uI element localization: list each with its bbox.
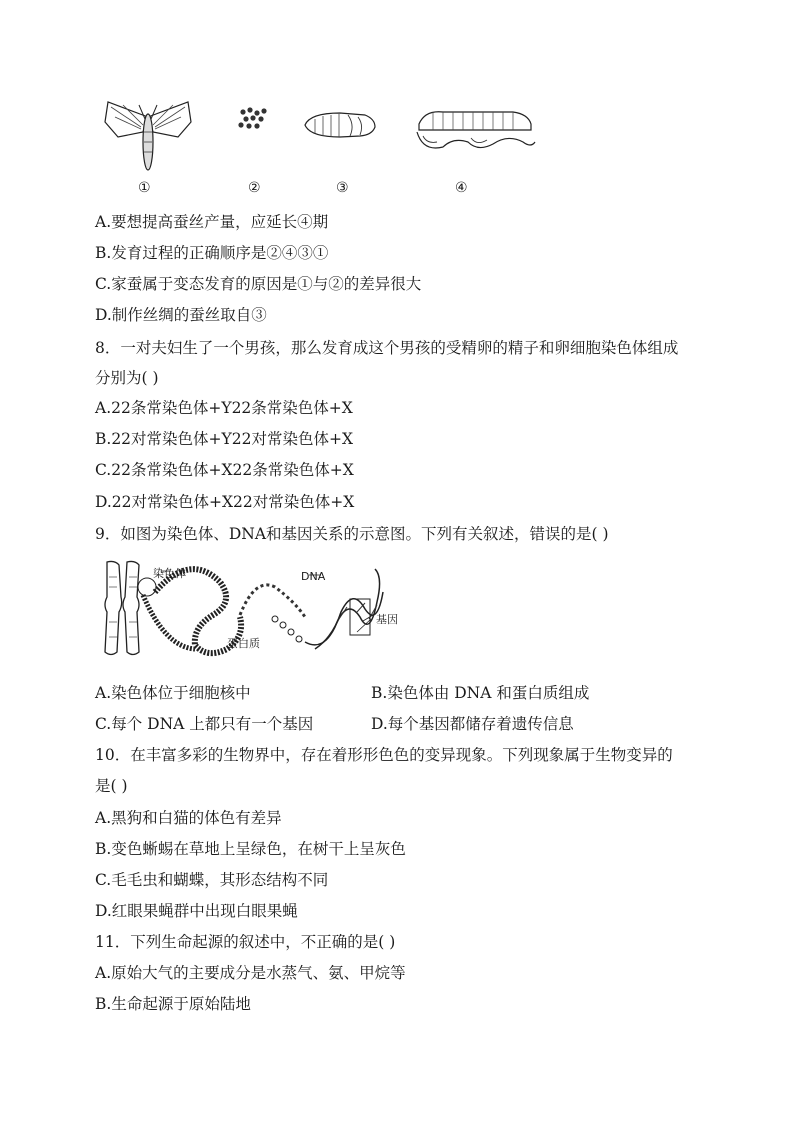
figure-label-2: ② — [248, 180, 261, 196]
q8-option-a: A.22条常染色体+Y22条常染色体+X — [95, 399, 353, 417]
gene-label: 基因 — [376, 613, 398, 626]
eggs-illustration — [235, 104, 275, 134]
q9-option-a: A.染色体位于细胞核中 — [95, 684, 251, 702]
figure-label-4: ④ — [455, 180, 468, 196]
figure-label-1: ① — [138, 180, 151, 196]
q9-option-d: D.每个基因都储存着遗传信息 — [371, 715, 574, 733]
pupa-illustration — [300, 107, 380, 142]
q10-stem-line1: 10．在丰富多彩的生物界中，存在着形形色色的变异现象。下列现象属于生物变异的 — [95, 746, 673, 764]
q11-option-b: B.生命起源于原始陆地 — [95, 995, 251, 1013]
moth-illustration — [103, 97, 193, 177]
protein-label: 蛋白质 — [227, 637, 260, 650]
figure-label-3: ③ — [336, 180, 349, 196]
dna-label: DNA — [301, 570, 326, 583]
q9-option-b: B.染色体由 DNA 和蛋白质组成 — [371, 684, 590, 702]
q10-option-b: B.变色蜥蜴在草地上呈绿色，在树干上呈灰色 — [95, 840, 406, 858]
q10-option-d: D.红眼果蝇群中出现白眼果蝇 — [95, 902, 298, 920]
q11-option-a: A.原始大气的主要成分是水蒸气、氨、甲烷等 — [95, 964, 406, 982]
q8-stem-line2: 分别为( ) — [95, 369, 159, 387]
chromosome-dna-gene-figure — [95, 557, 415, 662]
larva-illustration — [413, 102, 538, 157]
q9-stem: 9．如图为染色体、DNA和基因关系的示意图。下列有关叙述，错误的是( ) — [95, 525, 609, 543]
silkworm-life-cycle-figure — [95, 92, 555, 202]
q9-option-c: C.每个 DNA 上都只有一个基因 — [95, 715, 314, 733]
q10-stem-line2: 是( ) — [95, 777, 128, 795]
q11-stem: 11．下列生命起源的叙述中，不正确的是( ) — [95, 933, 396, 951]
q8-option-b: B.22对常染色体+Y22对常染色体+X — [95, 430, 354, 448]
chromosome-label: 染色体 — [153, 567, 186, 580]
q7-option-a: A.要想提高蚕丝产量，应延长④期 — [95, 213, 329, 231]
q8-option-c: C.22条常染色体+X22条常染色体+X — [95, 461, 354, 479]
q7-option-b: B.发育过程的正确顺序是②④③① — [95, 244, 329, 262]
q10-option-a: A.黑狗和白猫的体色有差异 — [95, 809, 282, 827]
q8-stem-line1: 8．一对夫妇生了一个男孩，那么发育成这个男孩的受精卵的精子和卵细胞染色体组成 — [95, 339, 679, 357]
q7-option-d: D.制作丝绸的蚕丝取自③ — [95, 306, 267, 324]
q10-option-c: C.毛毛虫和蝴蝶，其形态结构不同 — [95, 871, 329, 889]
q7-option-c: C.家蚕属于变态发育的原因是①与②的差异很大 — [95, 275, 422, 293]
q8-option-d: D.22对常染色体+X22对常染色体+X — [95, 493, 355, 511]
